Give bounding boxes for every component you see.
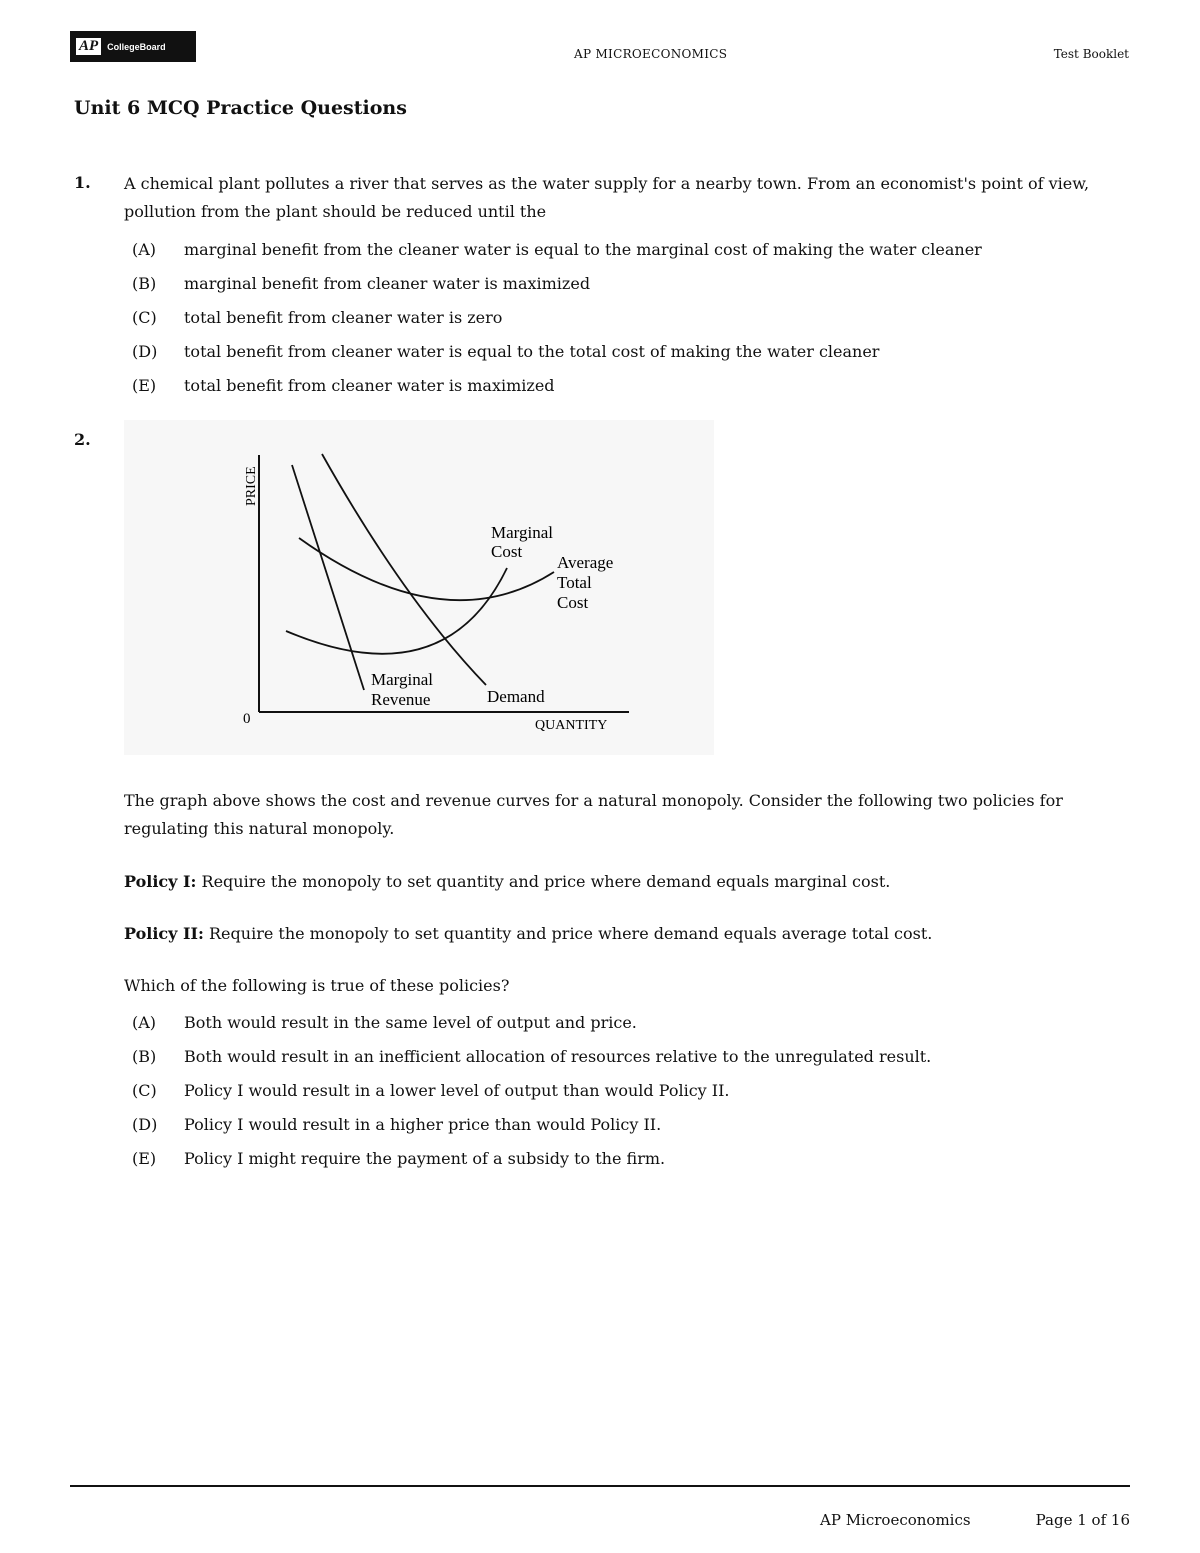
question-1-choices (124, 232, 982, 402)
choice-letter: (E) (132, 1148, 157, 1168)
question-2-choice-c[interactable] (124, 1073, 931, 1107)
header-booklet-label: Test Booklet (1053, 47, 1129, 61)
choice-text: total benefit from cleaner water is zero (184, 307, 503, 327)
policy-2-text: Require the monopoly to set quantity and price where demand equals average total cost. (203, 924, 933, 943)
choice-letter: (B) (132, 1046, 157, 1066)
question-1-choice-b[interactable] (124, 266, 982, 300)
x-axis-label: QUANTITY (535, 718, 608, 733)
logo-brand-text: CollegeBoard (107, 41, 166, 52)
origin-label: 0 (243, 711, 251, 727)
header-subject: AP MICROECONOMICS (574, 47, 728, 61)
logo-ap-mark: AP (76, 38, 101, 55)
choice-text: marginal benefit from the cleaner water is equal to the marginal cost of making the water cleaner (184, 239, 982, 259)
question-2-intro: The graph above shows the cost and revenue curves for a natural monopoly. Consider the following two policies for regulating this natural monopoly. (124, 791, 1063, 838)
question-1-choice-d[interactable] (124, 334, 982, 368)
question-2-choices (124, 1005, 931, 1175)
choice-text: total benefit from cleaner water is maximized (184, 375, 555, 395)
choice-letter: (B) (132, 273, 157, 293)
question-2-choice-a[interactable] (124, 1005, 931, 1039)
y-axis-label: PRICE (244, 466, 259, 506)
atc-label-line3: Cost (557, 593, 589, 612)
mc-label-line1: Marginal (491, 523, 554, 542)
marginal-cost-curve (286, 568, 507, 654)
demand-label: Demand (487, 687, 545, 706)
atc-label-line2: Total (557, 573, 592, 592)
choice-letter: (A) (132, 239, 157, 259)
question-2-choice-e[interactable] (124, 1141, 931, 1175)
choice-text: Policy I might require the payment of a subsidy to the firm. (184, 1148, 666, 1168)
question-2-prompt: Which of the following is true of these policies? (124, 976, 510, 995)
choice-text: Both would result in an inefficient allocation of resources relative to the unregulated result. (184, 1046, 932, 1066)
choice-text: Policy I would result in a higher price than would Policy II. (184, 1114, 662, 1134)
choice-letter: (A) (132, 1012, 157, 1032)
atc-label-line1: Average (557, 553, 614, 572)
choice-letter: (C) (132, 307, 157, 327)
college-board-logo (70, 31, 196, 62)
policy-1-text: Require the monopoly to set quantity and price where demand equals marginal cost. (196, 872, 891, 891)
question-1-text: A chemical plant pollutes a river that serves as the water supply for a nearby town. From an economist's point of view, pollution from the plant should be reduced until the (124, 174, 1090, 221)
question-2-choice-d[interactable] (124, 1107, 931, 1141)
policy-1 (124, 868, 1134, 896)
choice-text: marginal benefit from cleaner water is maximized (184, 273, 591, 293)
graph-svg (124, 420, 714, 755)
policy-2 (124, 920, 1134, 948)
footer-divider (70, 1485, 1130, 1487)
natural-monopoly-graph (124, 420, 714, 755)
mr-label-line2: Revenue (371, 690, 431, 709)
policy-2-label: Policy II: (124, 924, 204, 943)
choice-letter: (D) (132, 341, 158, 361)
choice-letter: (E) (132, 375, 157, 395)
question-2-choice-b[interactable] (124, 1039, 931, 1073)
page-title: Unit 6 MCQ Practice Questions (74, 97, 407, 119)
choice-letter: (D) (132, 1114, 158, 1134)
footer-course: AP Microeconomics (820, 1511, 971, 1529)
mc-label-line2: Cost (491, 542, 523, 561)
question-1-choice-e[interactable] (124, 368, 982, 402)
marginal-revenue-curve (292, 465, 364, 690)
footer-page-number: Page 1 of 16 (1035, 1511, 1130, 1529)
question-1-choice-a[interactable] (124, 232, 982, 266)
choice-letter: (C) (132, 1080, 157, 1100)
question-2-number: 2. (74, 430, 91, 449)
choice-text: total benefit from cleaner water is equal to the total cost of making the water cleaner (184, 341, 880, 361)
question-1-choice-c[interactable] (124, 300, 982, 334)
choice-text: Both would result in the same level of output and price. (184, 1012, 637, 1032)
mr-label-line1: Marginal (371, 670, 434, 689)
choice-text: Policy I would result in a lower level of output than would Policy II. (184, 1080, 730, 1100)
policy-1-label: Policy I: (124, 872, 197, 891)
question-1-number: 1. (74, 173, 91, 192)
